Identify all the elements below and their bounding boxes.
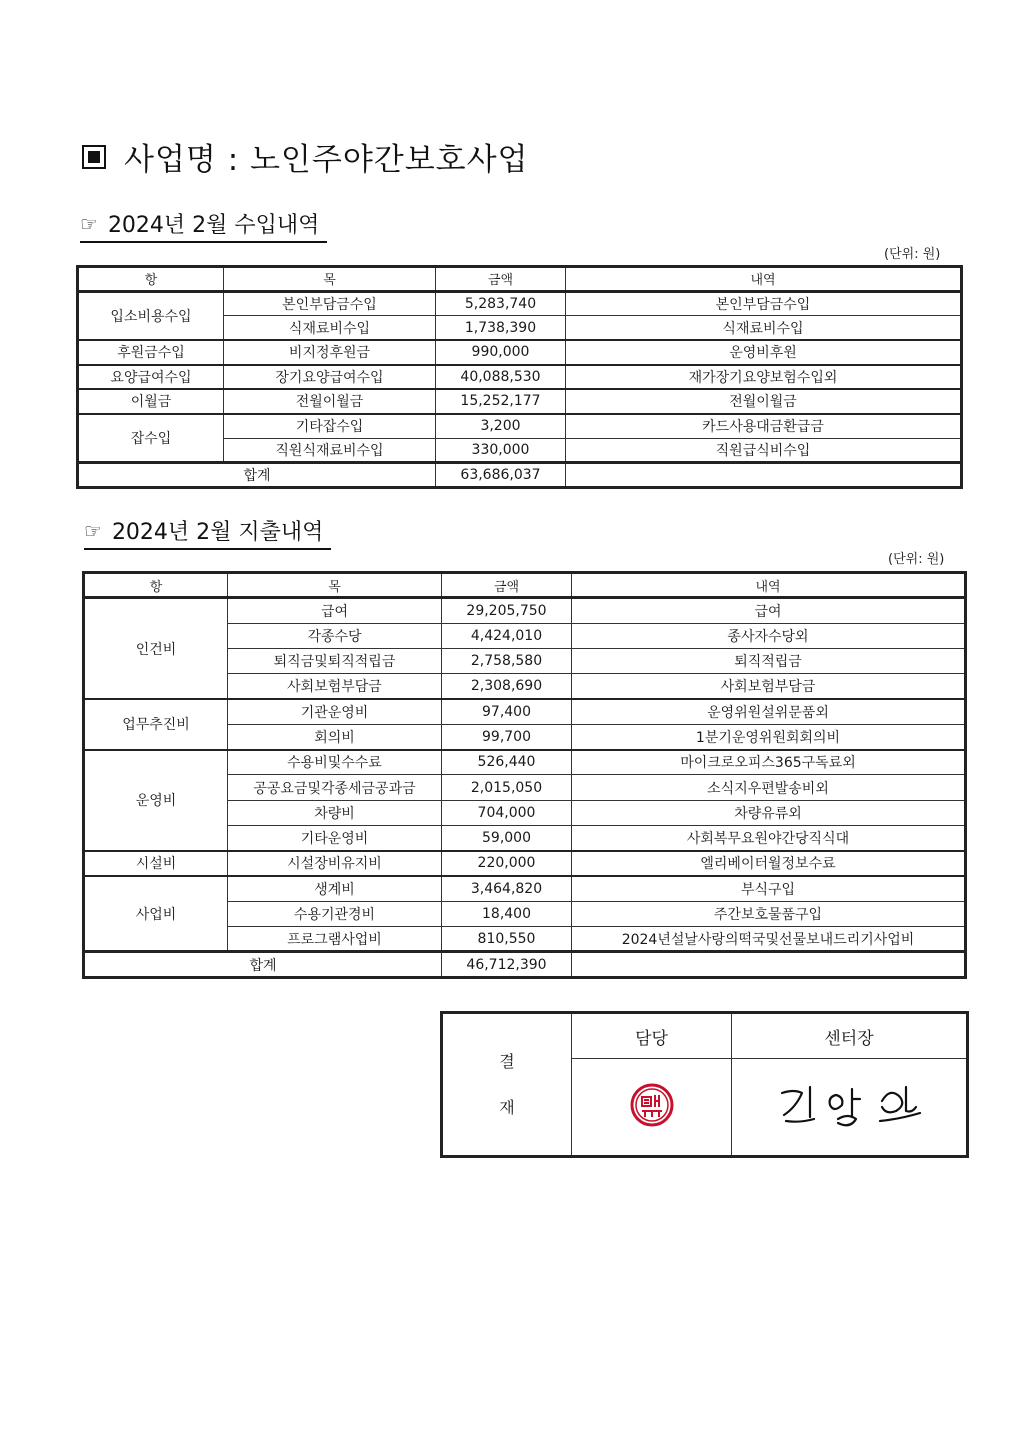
total-amount-cell: 63,686,037	[436, 463, 566, 488]
amount-cell: 330,000	[436, 438, 566, 463]
mok-cell: 기타잡수입	[224, 414, 436, 439]
detail-cell: 1분기운영위원회회의비	[572, 724, 966, 749]
detail-cell: 마이크로오피스365구독료외	[572, 750, 966, 775]
detail-cell: 사회복무요원야간당직식대	[572, 825, 966, 850]
mok-cell: 본인부담금수입	[224, 291, 436, 316]
amount-cell: 2,015,050	[442, 775, 572, 800]
income-table	[76, 265, 963, 489]
approval-label-top: 결	[499, 1051, 515, 1071]
column-header: 내역	[572, 573, 966, 598]
amount-cell: 40,088,530	[436, 365, 566, 390]
approval-label-bottom: 재	[499, 1097, 515, 1117]
mok-cell: 수용비및수수료	[228, 750, 442, 775]
detail-cell: 주간보호물품구입	[572, 901, 966, 926]
detail-cell: 운영위원설위문품외	[572, 699, 966, 724]
amount-cell: 704,000	[442, 800, 572, 825]
mok-cell: 회의비	[228, 724, 442, 749]
hang-cell: 시설비	[84, 851, 228, 876]
detail-cell: 종사자수당외	[572, 623, 966, 648]
detail-cell: 운영비후원	[566, 340, 962, 365]
hang-cell: 입소비용수입	[78, 291, 224, 340]
column-header: 목	[224, 267, 436, 292]
amount-cell: 990,000	[436, 340, 566, 365]
table-row	[78, 365, 962, 390]
detail-cell: 급여	[572, 598, 966, 623]
mok-cell: 수용기관경비	[228, 901, 442, 926]
total-detail-cell	[572, 952, 966, 977]
amount-cell: 15,252,177	[436, 389, 566, 414]
detail-cell: 차량유류외	[572, 800, 966, 825]
approval-col-manager: 담당	[572, 1013, 732, 1059]
hang-cell: 후원금수입	[78, 340, 224, 365]
mok-cell: 기타운영비	[228, 825, 442, 850]
mok-cell: 전월이월금	[224, 389, 436, 414]
amount-cell: 220,000	[442, 851, 572, 876]
column-header: 금액	[436, 267, 566, 292]
table-row	[84, 851, 966, 876]
detail-cell: 재가장기요양보험수입외	[566, 365, 962, 390]
column-header: 내역	[566, 267, 962, 292]
expense-heading-text: 2024년 2월 지출내역	[111, 520, 324, 545]
hang-cell: 사업비	[84, 876, 228, 952]
table-header-row	[84, 573, 966, 598]
approval-col-director: 센터장	[732, 1013, 968, 1059]
red-seal-stamp	[628, 1081, 676, 1129]
amount-cell: 97,400	[442, 699, 572, 724]
expense-heading	[84, 515, 331, 550]
column-header: 목	[228, 573, 442, 598]
director-signature-cell	[732, 1059, 968, 1157]
total-row	[84, 952, 966, 977]
table-row	[78, 340, 962, 365]
mok-cell: 사회보험부담금	[228, 674, 442, 699]
manager-seal-cell	[572, 1059, 732, 1157]
mok-cell: 비지정후원금	[224, 340, 436, 365]
table-header-row	[78, 267, 962, 292]
amount-cell: 2,308,690	[442, 674, 572, 699]
mok-cell: 공공요금및각종세금공과금	[228, 775, 442, 800]
total-label-cell: 합계	[84, 952, 442, 977]
mok-cell: 생계비	[228, 876, 442, 901]
column-header: 금액	[442, 573, 572, 598]
square-bullet-icon	[82, 145, 106, 169]
amount-cell: 526,440	[442, 750, 572, 775]
pointing-hand-icon: ☞	[84, 518, 102, 543]
column-header: 항	[84, 573, 228, 598]
mok-cell: 급여	[228, 598, 442, 623]
income-heading-text: 2024년 2월 수입내역	[107, 213, 320, 238]
pointing-hand-icon: ☞	[80, 211, 98, 236]
mok-cell: 퇴직금및퇴직적립금	[228, 648, 442, 673]
mok-cell: 장기요양급여수입	[224, 365, 436, 390]
table-row	[78, 414, 962, 439]
detail-cell: 2024년설날사랑의떡국및선물보내드리기사업비	[572, 927, 966, 952]
page-title-text: 사업명 : 노인주야간보호사업	[124, 142, 529, 178]
detail-cell: 엘리베이터월정보수료	[572, 851, 966, 876]
approval-box	[440, 1011, 969, 1158]
mok-cell: 기관운영비	[228, 699, 442, 724]
table-row	[78, 389, 962, 414]
detail-cell: 사회보험부담금	[572, 674, 966, 699]
amount-cell: 4,424,010	[442, 623, 572, 648]
mok-cell: 프로그램사업비	[228, 927, 442, 952]
mok-cell: 식재료비수입	[224, 316, 436, 341]
expense-unit: (단위: 원)	[888, 552, 945, 567]
amount-cell: 5,283,740	[436, 291, 566, 316]
detail-cell: 카드사용대금환급금	[566, 414, 962, 439]
mok-cell: 직원식재료비수입	[224, 438, 436, 463]
hang-cell: 운영비	[84, 750, 228, 851]
mok-cell: 각종수당	[228, 623, 442, 648]
detail-cell: 전월이월금	[566, 389, 962, 414]
amount-cell: 1,738,390	[436, 316, 566, 341]
handwritten-signature	[764, 1075, 934, 1135]
total-label-cell: 합계	[78, 463, 436, 488]
detail-cell: 직원급식비수입	[566, 438, 962, 463]
income-unit: (단위: 원)	[884, 247, 941, 262]
amount-cell: 810,550	[442, 927, 572, 952]
total-row	[78, 463, 962, 488]
detail-cell: 식재료비수입	[566, 316, 962, 341]
page-title	[82, 134, 529, 179]
table-row	[84, 699, 966, 724]
detail-cell: 부식구입	[572, 876, 966, 901]
amount-cell: 59,000	[442, 825, 572, 850]
expense-table	[82, 571, 967, 979]
amount-cell: 99,700	[442, 724, 572, 749]
amount-cell: 29,205,750	[442, 598, 572, 623]
table-row	[84, 598, 966, 623]
detail-cell: 본인부담금수입	[566, 291, 962, 316]
amount-cell: 2,758,580	[442, 648, 572, 673]
amount-cell: 3,200	[436, 414, 566, 439]
hang-cell: 잡수입	[78, 414, 224, 463]
mok-cell: 시설장비유지비	[228, 851, 442, 876]
hang-cell: 이월금	[78, 389, 224, 414]
hang-cell: 요양급여수입	[78, 365, 224, 390]
approval-label-cell	[442, 1013, 572, 1157]
income-heading	[80, 208, 327, 243]
detail-cell: 퇴직적립금	[572, 648, 966, 673]
hang-cell: 인건비	[84, 598, 228, 699]
detail-cell: 소식지우편발송비외	[572, 775, 966, 800]
table-row	[78, 291, 962, 316]
total-detail-cell	[566, 463, 962, 488]
amount-cell: 18,400	[442, 901, 572, 926]
table-row	[84, 876, 966, 901]
column-header: 항	[78, 267, 224, 292]
table-row	[84, 750, 966, 775]
total-amount-cell: 46,712,390	[442, 952, 572, 977]
mok-cell: 차량비	[228, 800, 442, 825]
hang-cell: 업무추진비	[84, 699, 228, 750]
amount-cell: 3,464,820	[442, 876, 572, 901]
